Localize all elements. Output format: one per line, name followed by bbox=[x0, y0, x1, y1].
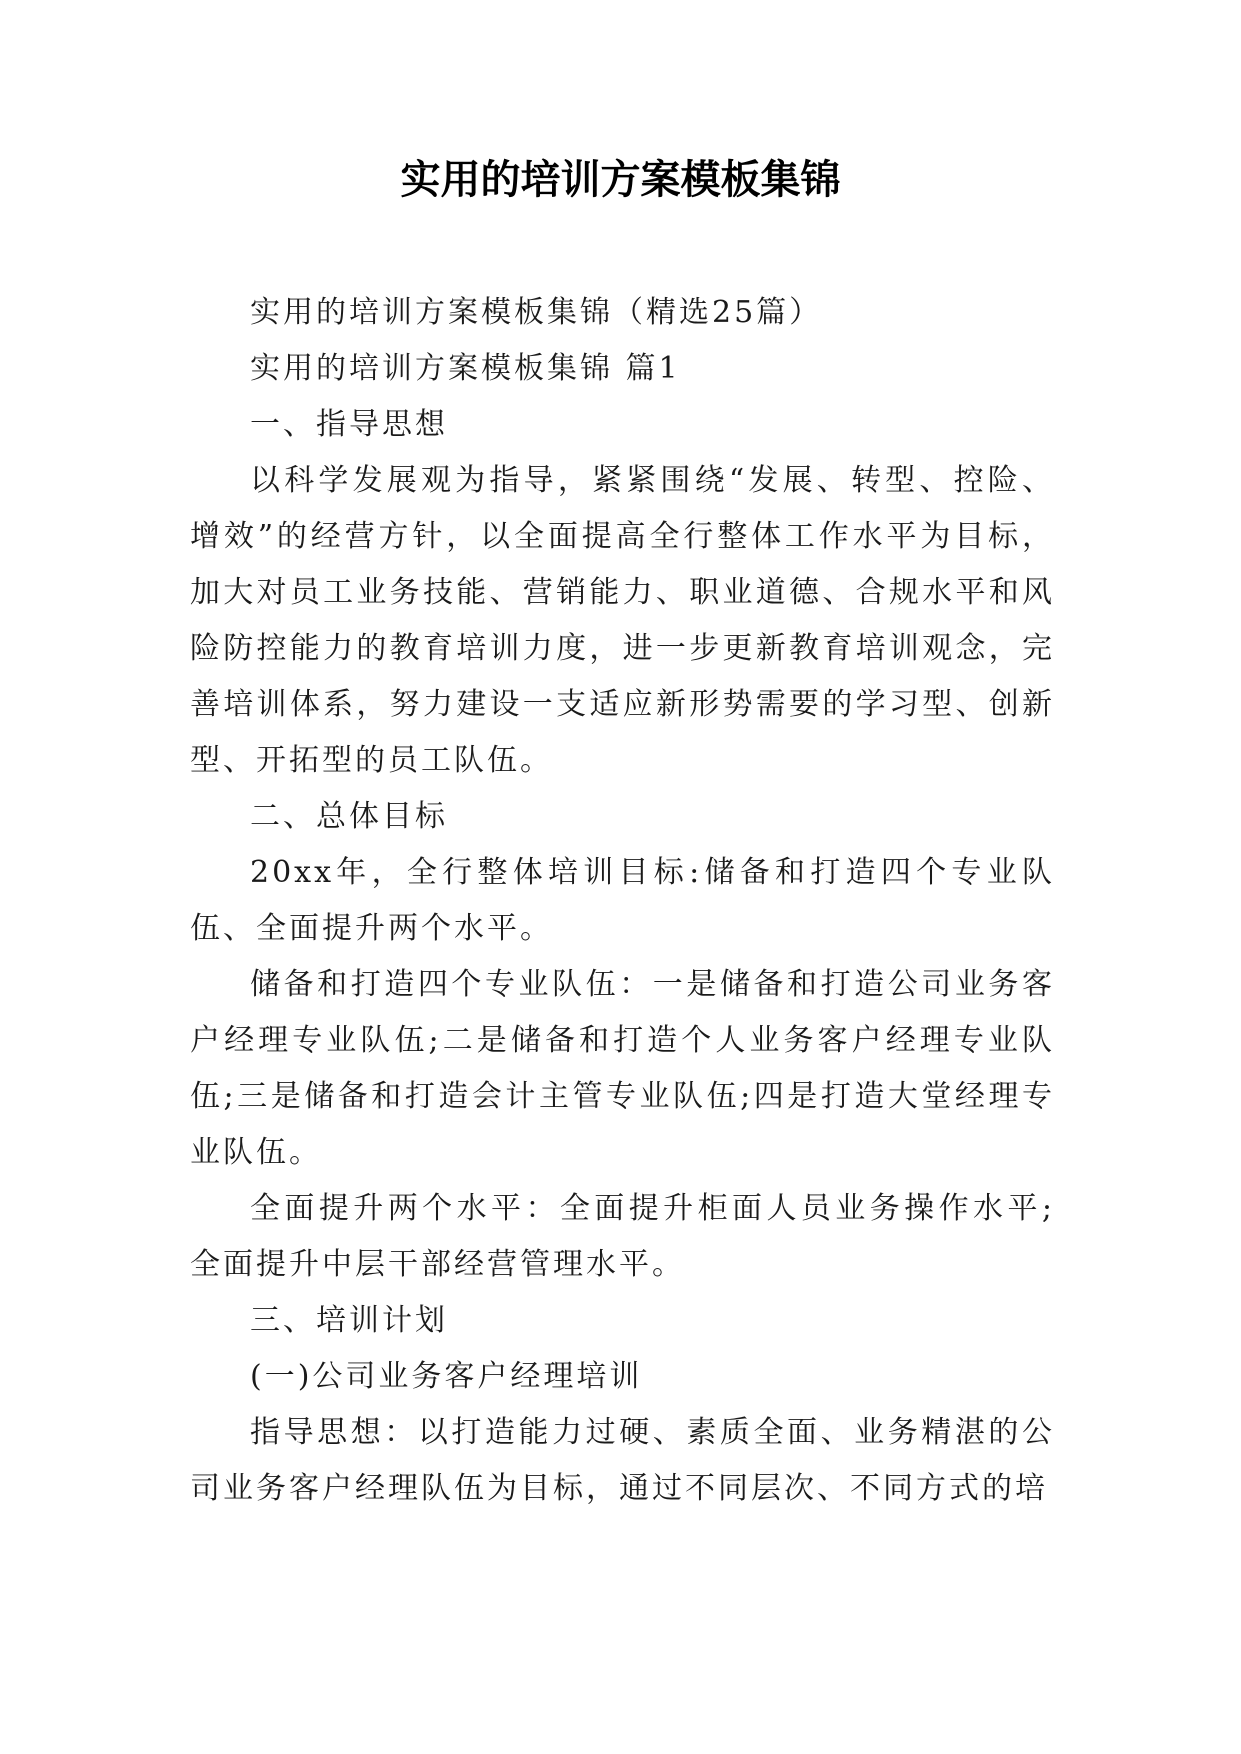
paragraph-four-teams: 储备和打造四个专业队伍：一是储备和打造公司业务客户经理专业队伍;二是储备和打造个人业务客户经理专业队伍;三是储备和打造会计主管专业队伍;四是打造大堂经理专业队伍。 bbox=[190, 967, 1055, 1170]
heading-guiding-ideology: 一、指导思想 bbox=[250, 407, 448, 442]
paragraph-corporate-manager-guiding: 指导思想：以打造能力过硬、素质全面、业务精湛的公司业务客户经理队伍为目标，通过不同层次、不同方式的培 bbox=[190, 1415, 1055, 1506]
paragraph-subtitle: 实用的培训方案模板集锦（精选25篇） bbox=[250, 295, 823, 330]
document-body bbox=[190, 285, 1055, 1517]
heading-overall-goal: 二、总体目标 bbox=[250, 799, 448, 834]
paragraph-guiding-ideology: 以科学发展观为指导，紧紧围绕“发展、转型、控险、增效”的经营方针，以全面提高全行整体工作水平为目标，加大对员工业务技能、营销能力、职业道德、合规水平和风险防控能力的教育培训力度，进一步更新教育培训观念，完善培训体系，努力建设一支适应新形势需要的学习型、创新型、开拓型的员工队伍。 bbox=[190, 463, 1055, 778]
heading-training-plan: 三、培训计划 bbox=[250, 1303, 448, 1338]
paragraph-section-heading: 实用的培训方案模板集锦 篇1 bbox=[250, 351, 681, 386]
paragraph-overall-goal: 20xx年，全行整体培训目标:储备和打造四个专业队伍、全面提升两个水平。 bbox=[190, 855, 1055, 946]
document-title: 实用的培训方案模板集锦 bbox=[400, 157, 841, 203]
paragraph-two-levels: 全面提升两个水平：全面提升柜面人员业务操作水平;全面提升中层干部经营管理水平。 bbox=[190, 1191, 1055, 1282]
heading-corporate-manager-training: (一)公司业务客户经理培训 bbox=[250, 1359, 643, 1394]
